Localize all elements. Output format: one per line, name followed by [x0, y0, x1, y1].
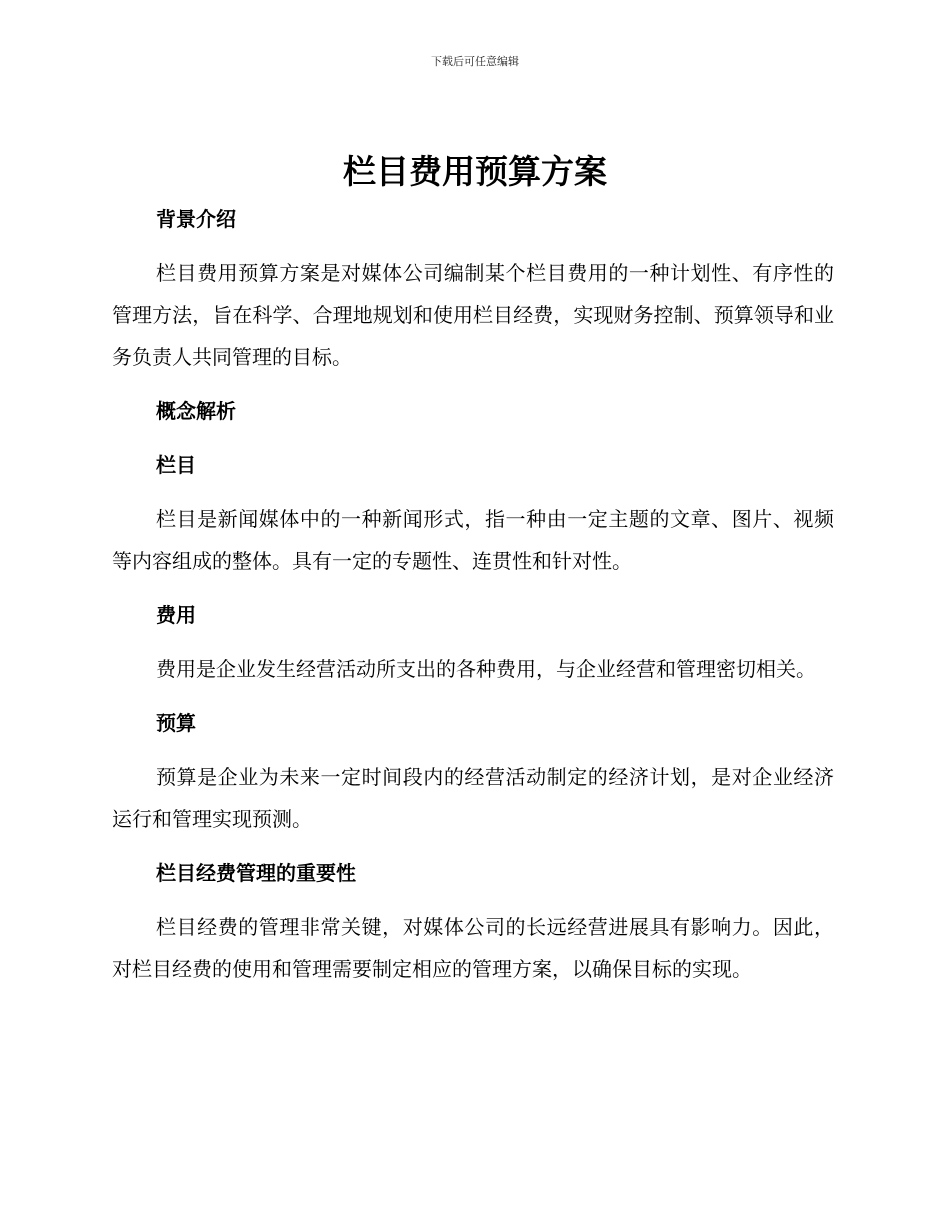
section-background: [112, 198, 834, 390]
section-column: [112, 444, 834, 594]
section-heading: 栏目经费管理的重要性: [156, 861, 356, 885]
section-paragraph: 栏目经费的管理非常关键，对媒体公司的长远经营进展具有影响力。因此，对栏目经费的使用和管理需要制定相应的管理方案，以确保目标的实现。: [112, 915, 834, 981]
section-paragraph: 栏目费用预算方案是对媒体公司编制某个栏目费用的一种计划性、有序性的管理方法，旨在科学、合理地规划和使用栏目经费，实现财务控制、预算领导和业务负责人共同管理的目标。: [112, 261, 834, 369]
section-paragraph: 栏目是新闻媒体中的一种新闻形式，指一种由一定主题的文章、图片、视频等内容组成的整体。具有一定的专题性、连贯性和针对性。: [112, 507, 834, 573]
section-heading: 栏目: [156, 453, 196, 477]
document-body: [112, 198, 834, 990]
section-cost: [112, 594, 834, 702]
section-budget: [112, 702, 834, 852]
section-heading: 概念解析: [156, 399, 236, 423]
section-importance: [112, 852, 834, 990]
section-heading: 费用: [156, 603, 196, 627]
running-header: 下载后可任意编辑: [431, 55, 519, 68]
section-paragraph: 费用是企业发生经营活动所支出的各种费用，与企业经营和管理密切相关。: [156, 657, 816, 681]
section-concepts: [112, 390, 834, 444]
section-paragraph: 预算是企业为未来一定时间段内的经营活动制定的经济计划，是对企业经济运行和管理实现预测。: [112, 765, 834, 831]
section-heading: 预算: [156, 711, 196, 735]
document-title: 栏目费用预算方案: [343, 152, 607, 191]
section-heading: 背景介绍: [156, 207, 236, 231]
